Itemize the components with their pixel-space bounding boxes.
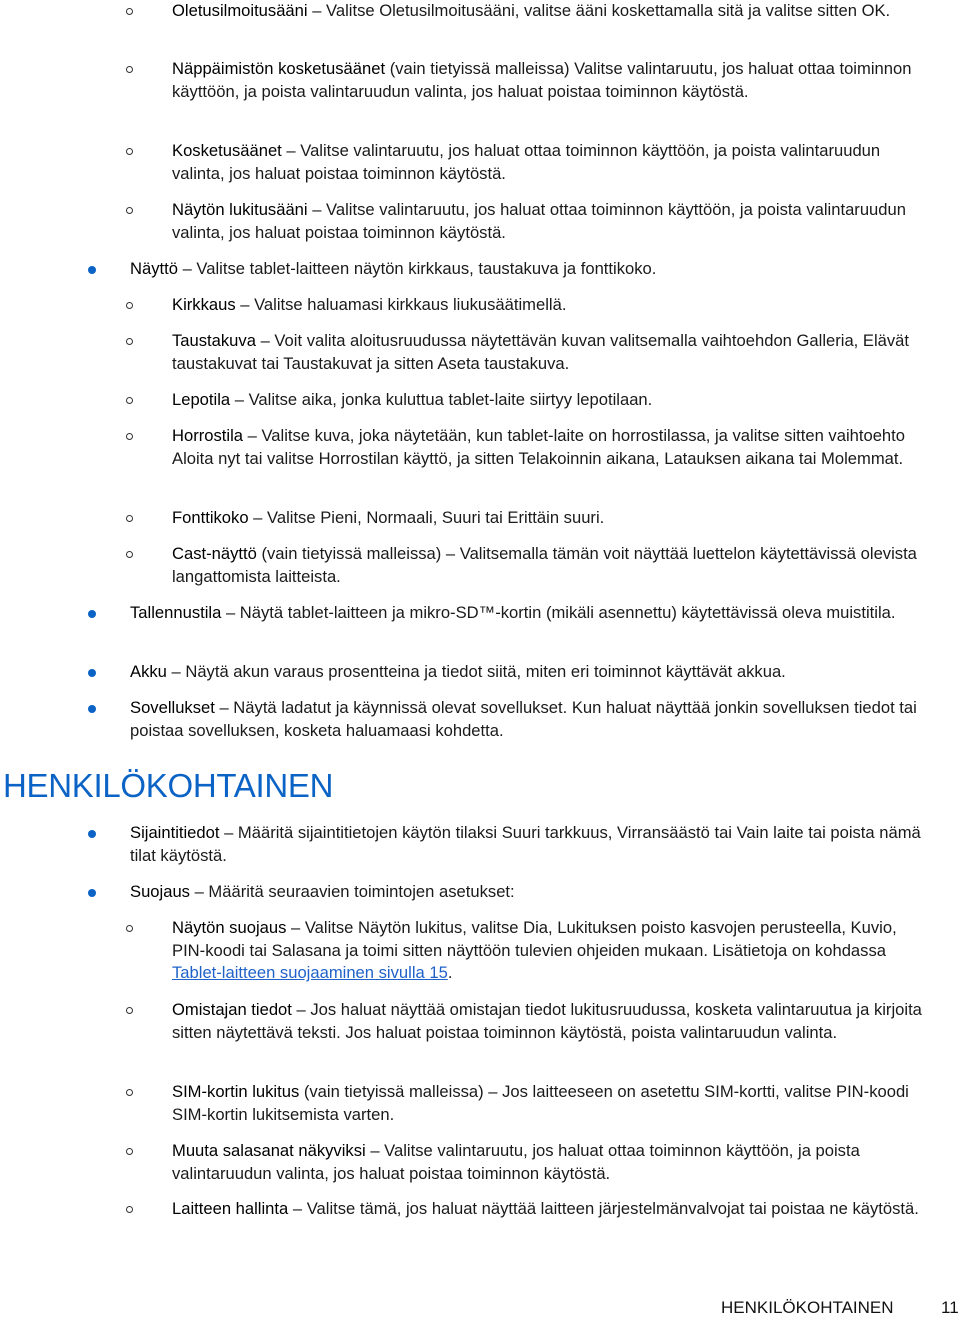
filled-bullet-icon: [88, 610, 96, 618]
hollow-bullet-icon: [126, 433, 133, 440]
setting-description: – Voit valita aloitusruudussa näytettävän kuvan valitsemalla vaihtoehdon Galleria, Elävät taustakuvat tai Taustakuvat ja sitten Aseta taustakuva.: [172, 331, 910, 373]
list-item: [172, 507, 932, 530]
setting-term: Oletusilmoitusääni: [172, 1, 308, 20]
setting-description: – Valitse valintaruutu, jos haluat ottaa toiminnon käyttöön, ja poista valintaruudun valinta, jos haluat poistaa toiminnon käytöstä.: [172, 200, 906, 242]
setting-term: Horrostila: [172, 426, 244, 445]
section-heading: HENKILÖKOHTAINEN: [3, 767, 334, 804]
setting-term: SIM-kortin lukitus: [172, 1082, 300, 1101]
filled-bullet-icon: [88, 889, 96, 897]
list-item: [172, 58, 932, 103]
sentence-end: .: [447, 963, 453, 983]
list-item: [172, 1198, 932, 1221]
list-item: [130, 697, 932, 742]
hollow-bullet-icon: [126, 1007, 133, 1014]
setting-term: Tallennustila: [130, 603, 222, 622]
filled-bullet-icon: [88, 705, 96, 713]
hollow-bullet-icon: [126, 551, 133, 558]
hollow-bullet-icon: [126, 925, 133, 932]
setting-term: Fonttikoko: [172, 508, 249, 527]
setting-description: – Näytä akun varaus prosentteina ja tiedot siitä, miten eri toiminnot käyttävät akkua.: [166, 662, 786, 681]
setting-term: Laitteen hallinta: [172, 1199, 289, 1218]
list-item: [172, 917, 932, 985]
list-item: [172, 0, 932, 23]
setting-description: (vain tietyissä malleissa) – Jos laitteeseen on asetettu SIM-kortti, valitse PIN-koodi SIM-kortin lukitsemista varten.: [172, 1082, 909, 1124]
list-item: [172, 999, 932, 1044]
setting-description: – Valitse valintaruutu, jos haluat ottaa toiminnon käyttöön, ja poista valintaruudun valinta, jos haluat poistaa toiminnon käytöstä.: [172, 1141, 860, 1183]
setting-description: – Määritä sijaintitietojen käytön tilaksi Suuri tarkkuus, Virransäästö tai Vain laite tai poista nämä tilat käytöstä.: [130, 823, 921, 865]
setting-description: – Valitse kuva, joka näytetään, kun tablet-laite on horrostilassa, ja valitse sitten vaihtoehto Aloita nyt tai valitse Horrostilan käyttö, ja sitten Telakoinnin aikana, Latauksen aikana tai Molemmat.: [172, 426, 905, 468]
hollow-bullet-icon: [126, 1148, 133, 1155]
setting-description: (vain tietyissä malleissa) – Valitsemalla tämän voit näyttää luettelon käytettävissä olevista langattomista laitteista.: [172, 544, 917, 586]
hollow-bullet-icon: [126, 1206, 133, 1213]
footer-section-title: HENKILÖKOHTAINEN: [721, 1298, 894, 1317]
list-item: [172, 425, 932, 470]
setting-description: – Valitse valintaruutu, jos haluat ottaa toiminnon käyttöön, ja poista valintaruudun valinta, jos haluat poistaa toiminnon käytöstä.: [172, 141, 881, 183]
list-item: [172, 389, 932, 412]
list-item: [130, 881, 932, 904]
setting-description: – Valitse tablet-laitteen näytön kirkkaus, taustakuva ja fonttikoko.: [177, 259, 657, 278]
setting-description: – Valitse Pieni, Normaali, Suuri tai Erittäin suuri.: [248, 508, 605, 527]
list-item: [172, 294, 932, 317]
hollow-bullet-icon: [126, 302, 133, 309]
cross-reference-link[interactable]: Tablet-laitteen suojaaminen sivulla 15: [172, 963, 448, 983]
list-item: [130, 661, 932, 684]
list-item: [172, 1081, 932, 1126]
list-item: [172, 330, 932, 375]
setting-term: Sovellukset: [130, 698, 215, 717]
setting-term: Cast-näyttö: [172, 544, 257, 563]
list-item: [172, 543, 932, 588]
setting-term: Kosketusäänet: [172, 141, 282, 160]
hollow-bullet-icon: [126, 8, 133, 15]
setting-description: – Valitse Oletusilmoitusääni, valitse ääni koskettamalla sitä ja valitse sitten OK.: [307, 1, 891, 20]
list-item: [130, 822, 932, 867]
filled-bullet-icon: [88, 830, 96, 838]
hollow-bullet-icon: [126, 515, 133, 522]
hollow-bullet-icon: [126, 207, 133, 214]
list-item: [172, 140, 932, 185]
page-number: 11: [941, 1298, 959, 1317]
filled-bullet-icon: [88, 669, 96, 677]
list-item: [130, 602, 932, 625]
setting-term: Muuta salasanat näkyviksi: [172, 1141, 366, 1160]
setting-term: Suojaus: [130, 882, 190, 901]
setting-description: – Valitse Näytön lukitus, valitse Dia, Lukituksen poisto kasvojen perusteella, Kuvio, PIN-koodi tai Salasana ja toimi sitten näyttöön tulevien ohjeiden mukaan. Lisätietoja on kohdassa: [172, 918, 897, 960]
setting-description: (vain tietyissä malleissa) Valitse valintaruutu, jos haluat ottaa toiminnon käyttöön, ja poista valintaruudun valinta, jos haluat poistaa toiminnon käytöstä.: [172, 59, 912, 101]
setting-term: Kirkkaus: [172, 295, 236, 314]
setting-term: Sijaintitiedot: [130, 823, 220, 842]
hollow-bullet-icon: [126, 1089, 133, 1096]
hollow-bullet-icon: [126, 66, 133, 73]
setting-description: – Näytä tablet-laitteen ja mikro-SD™-kortin (mikäli asennettu) käytettävissä oleva muistitila.: [221, 603, 896, 622]
setting-term: Lepotila: [172, 390, 231, 409]
filled-bullet-icon: [88, 266, 96, 274]
setting-description: – Määritä seuraavien toimintojen asetukset:: [189, 882, 515, 901]
setting-term: Näyttö: [130, 259, 178, 278]
setting-term: Akku: [130, 662, 167, 681]
list-item: [172, 199, 932, 244]
list-item: [172, 1140, 932, 1185]
setting-description: – Näytä ladatut ja käynnissä olevat sovellukset. Kun haluat näyttää jonkin sovelluksen tiedot tai poistaa sovelluksen, kosketa haluamaasi kohdetta.: [130, 698, 917, 740]
setting-term: Taustakuva: [172, 331, 256, 350]
setting-term: Näytön lukitusääni: [172, 200, 308, 219]
setting-description: – Valitse haluamasi kirkkaus liukusäätimellä.: [235, 295, 567, 314]
hollow-bullet-icon: [126, 148, 133, 155]
setting-description: – Valitse tämä, jos haluat näyttää laitteen järjestelmänvalvojat tai poistaa ne käytöstä.: [288, 1199, 919, 1218]
setting-description: – Jos haluat näyttää omistajan tiedot lukitusruudussa, kosketa valintaruutua ja kirjoita sitten näytettävä teksti. Jos haluat poistaa toiminnon käytöstä, poista valintaruudun valinta.: [172, 1000, 922, 1042]
setting-term: Näytön suojaus: [172, 918, 287, 937]
setting-term: Näppäimistön kosketusäänet: [172, 59, 386, 78]
setting-term: Omistajan tiedot: [172, 1000, 292, 1019]
list-item: [130, 258, 932, 281]
hollow-bullet-icon: [126, 338, 133, 345]
setting-description: – Valitse aika, jonka kuluttua tablet-laite siirtyy lepotilaan.: [230, 390, 653, 409]
hollow-bullet-icon: [126, 397, 133, 404]
